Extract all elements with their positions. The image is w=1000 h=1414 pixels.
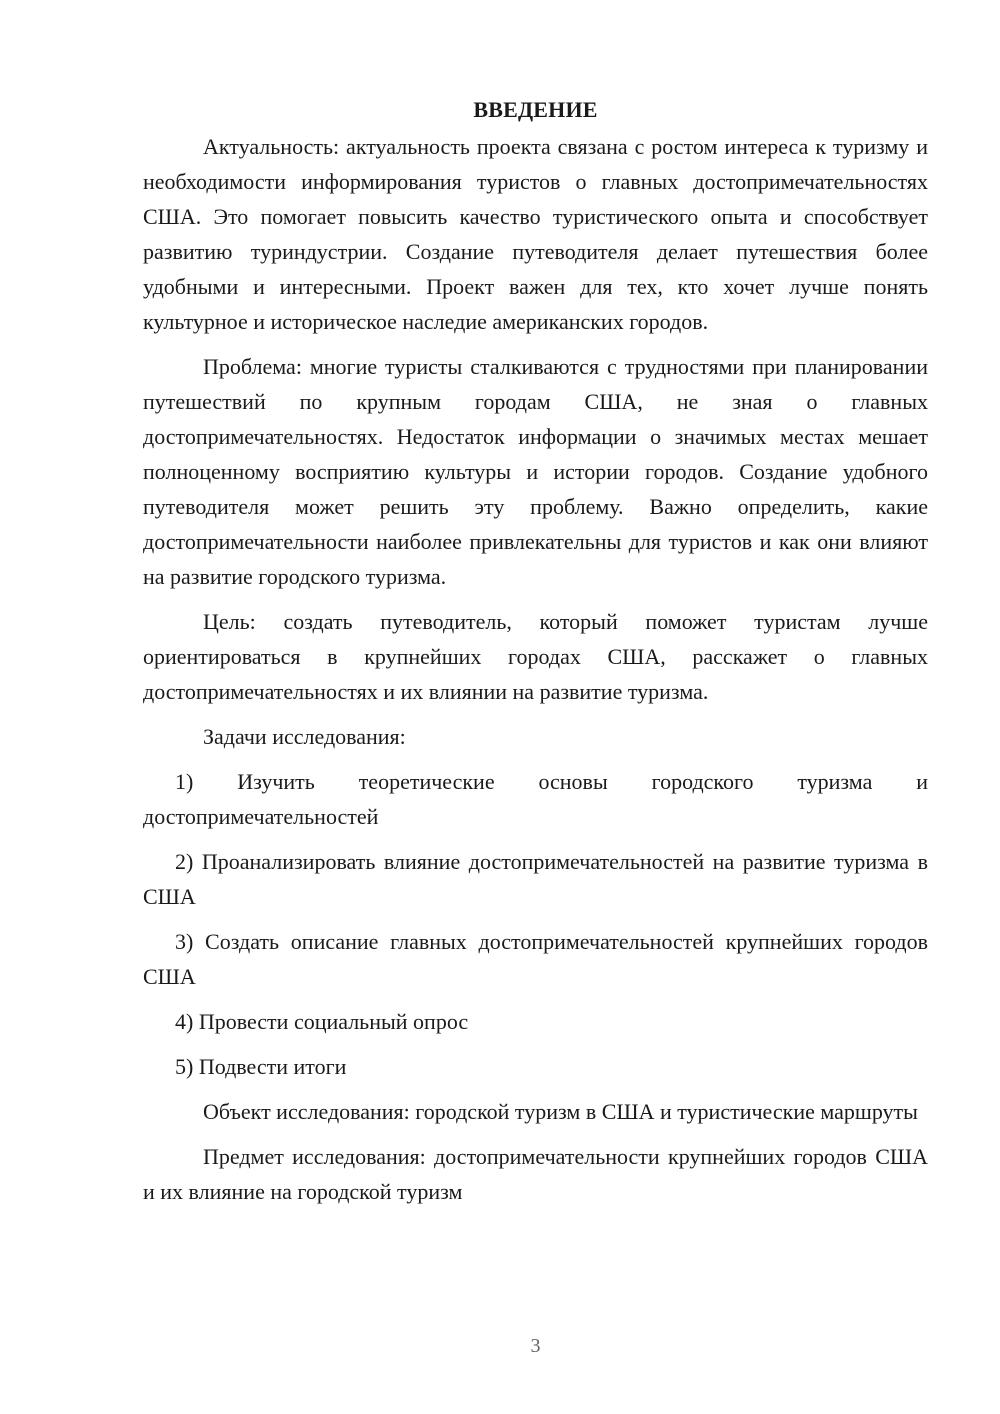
task-item-4: 4) Провести социальный опрос [175, 1009, 469, 1034]
paragraph-relevance: Актуальность: актуальность проекта связана с ростом интереса к туризму и необходимости информирования туристов о главных достопримечательностях США. Это помогает повысить качество туристического опыта и способствует развитию туриндустрии. Создание путеводителя делает путешествия более удобными и интересными. Проект важен для тех, кто хочет лучше понять культурное и историческое наследие американских городов. [143, 134, 928, 334]
tasks-heading: Задачи исследования: [203, 724, 406, 749]
paragraph-goal: Цель: создать путеводитель, который поможет туристам лучше ориентироваться в крупнейших городах США, расскажет о главных достопримечательностях и их влиянии на развитие туризма. [143, 609, 928, 704]
task-item-5: 5) Подвести итоги [175, 1054, 347, 1079]
paragraph-object: Объект исследования: городской туризм в США и туристические маршруты [203, 1099, 918, 1124]
paragraph-problem: Проблема: многие туристы сталкиваются с трудностями при планировании путешествий по крупным городам США, не зная о главных достопримечательностях. Недостаток информации о значимых местах мешает полноценному восприятию культуры и истории городов. Создание удобного путеводителя может решить эту проблему. Важно определить, какие достопримечательности наиболее привлекательны для туристов и как они влияют на развитие городского туризма. [143, 354, 928, 589]
page-number: 3 [530, 1335, 541, 1357]
section-title: ВВЕДЕНИЕ [473, 97, 598, 122]
task-item-1: 1) Изучить теоретические основы городского туризма и достопримечательностей [143, 769, 928, 829]
task-item-3: 3) Создать описание главных достопримечательностей крупнейших городов США [143, 929, 928, 989]
task-item-2: 2) Проанализировать влияние достопримечательностей на развитие туризма в США [143, 849, 928, 909]
paragraph-subject: Предмет исследования: достопримечательности крупнейших городов США и их влияние на городской туризм [143, 1144, 928, 1204]
page-content [143, 92, 928, 1219]
